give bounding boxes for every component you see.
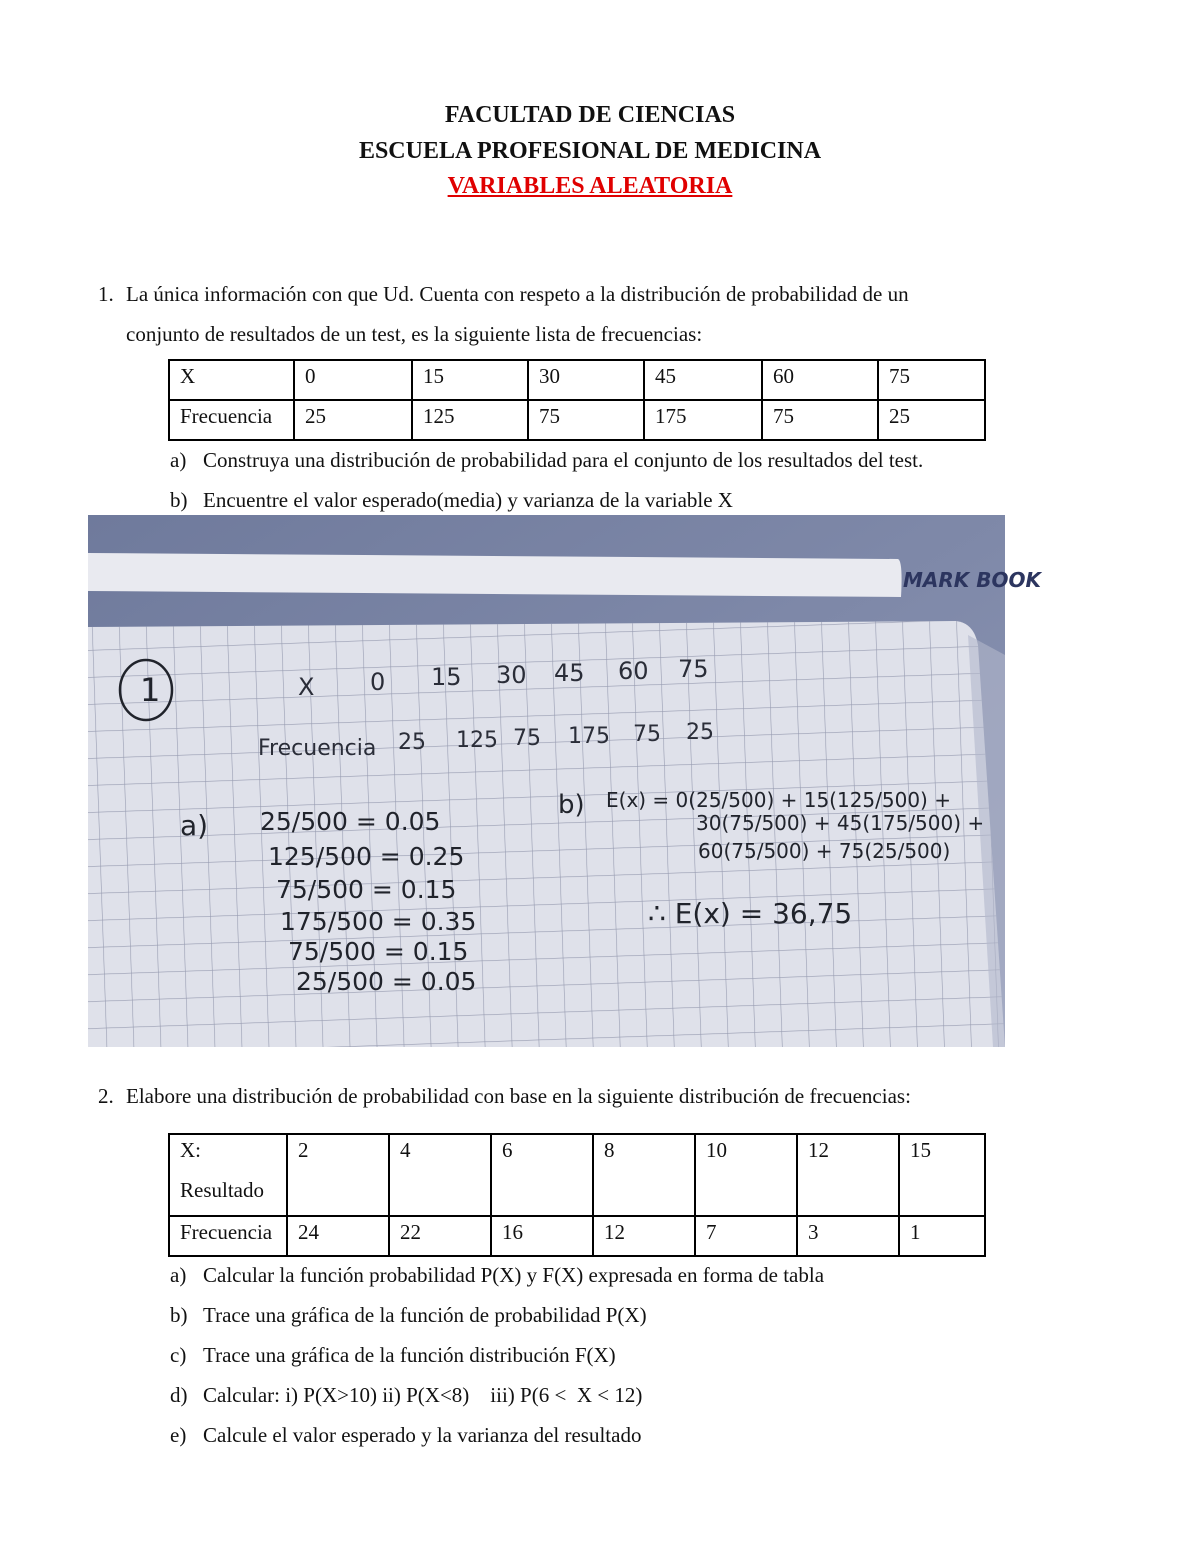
table-cell: 10	[695, 1134, 797, 1216]
table-cell: Frecuencia	[169, 1216, 287, 1256]
q1-number: 1.	[98, 282, 114, 306]
hw-a-label: a)	[180, 809, 209, 842]
table-cell: Frecuencia	[169, 400, 294, 440]
table-header-line: Resultado	[180, 1178, 264, 1202]
q1-a-label: a)	[170, 448, 187, 472]
q2-a-label: a)	[170, 1263, 187, 1287]
hw-cell: 125	[456, 728, 498, 753]
circled-number: 1	[140, 671, 161, 709]
hw-line: 75/500 = 0.15	[288, 937, 469, 966]
table-cell: 25	[294, 400, 412, 440]
table-cell: 125	[412, 400, 528, 440]
table-cell: 60	[762, 360, 878, 400]
table-cell: 25	[878, 400, 985, 440]
table-row	[169, 360, 985, 400]
table-cell: 15	[899, 1134, 985, 1216]
table-cell: 175	[644, 400, 762, 440]
q2-c-label: c)	[170, 1343, 187, 1367]
q2-text: Elabore una distribución de probabilidad con base en la siguiente distribución de frecuencias:	[126, 1084, 911, 1108]
school-title: ESCUELA PROFESIONAL DE MEDICINA	[358, 138, 822, 164]
q2-frequency-table	[168, 1133, 986, 1257]
table-cell: 1	[899, 1216, 985, 1256]
hw-b-label: b)	[558, 790, 585, 820]
hw-cell: 75	[678, 655, 709, 683]
hw-cell: 25	[686, 720, 714, 745]
q1-text-line1: La única información con que Ud. Cuenta con respeto a la distribución de probabilidad de un	[126, 282, 909, 306]
document-title: VARIABLES ALEATORIA	[447, 173, 733, 199]
q2-b-text: Trace una gráfica de la función de probabilidad P(X)	[203, 1303, 647, 1327]
hw-line: 175/500 = 0.35	[280, 907, 477, 936]
table-cell: 75	[878, 360, 985, 400]
table-cell: 16	[491, 1216, 593, 1256]
hw-cell: 30	[496, 661, 527, 689]
q2-e-label: e)	[170, 1423, 187, 1447]
table-cell: 7	[695, 1216, 797, 1256]
table-row	[169, 1216, 985, 1256]
table-cell: X	[169, 360, 294, 400]
q1-frequency-table	[168, 359, 986, 441]
brand-logo: MARK BOOK	[903, 568, 1041, 592]
table-row	[169, 400, 985, 440]
hw-line: 25/500 = 0.05	[296, 967, 477, 996]
hw-line: 25/500 = 0.05	[260, 807, 441, 836]
table-cell: 0	[294, 360, 412, 400]
hw-cell: 60	[618, 657, 649, 685]
q2-a-text: Calcular la función probabilidad P(X) y F(X) expresada en forma de tabla	[203, 1263, 825, 1287]
table-cell: 24	[287, 1216, 389, 1256]
q1-b-label: b)	[170, 488, 188, 512]
q2-e-text: Calcule el valor esperado y la varianza del resultado	[203, 1423, 642, 1447]
q2-b-label: b)	[170, 1303, 188, 1327]
hw-line: 125/500 = 0.25	[268, 842, 465, 871]
table-cell: 15	[412, 360, 528, 400]
table-cell: 75	[528, 400, 644, 440]
q1-text-line2: conjunto de resultados de un test, es la siguiente lista de frecuencias:	[126, 322, 703, 346]
hw-line: E(x) = 0(25/500) + 15(125/500) +	[606, 788, 951, 812]
hw-cell: 75	[513, 726, 541, 751]
hw-cell: X	[298, 673, 315, 701]
handwritten-solution-photo	[88, 515, 1041, 1047]
q2-number: 2.	[98, 1084, 114, 1108]
table-cell: 22	[389, 1216, 491, 1256]
table-cell: 45	[644, 360, 762, 400]
hw-line: 75/500 = 0.15	[276, 875, 457, 904]
hw-cell: 15	[431, 663, 462, 691]
hw-result: ∴ E(x) = 36,75	[648, 897, 853, 930]
table-cell: 30	[528, 360, 644, 400]
hw-cell: 25	[398, 730, 426, 755]
hw-cell: 45	[554, 659, 585, 687]
hw-line: 30(75/500) + 45(175/500) +	[696, 811, 985, 835]
q1-a-text: Construya una distribución de probabilidad para el conjunto de los resultados del test.	[203, 448, 924, 472]
hw-cell: Frecuencia	[258, 736, 377, 761]
table-cell: 8	[593, 1134, 695, 1216]
table-cell: 4	[389, 1134, 491, 1216]
hw-line: 60(75/500) + 75(25/500)	[698, 839, 951, 863]
table-header-line: X:	[180, 1138, 201, 1162]
q2-d-text: Calcular: i) P(X>10) ii) P(X<8) iii) P(6 < X < 12)	[203, 1383, 643, 1407]
notebook-photo-drawing	[88, 515, 1041, 1047]
table-header-cell	[169, 1134, 287, 1216]
faculty-title: FACULTAD DE CIENCIAS	[444, 102, 736, 128]
hw-cell: 175	[568, 724, 610, 749]
q2-c-text: Trace una gráfica de la función distribución F(X)	[203, 1343, 616, 1367]
table-cell: 2	[287, 1134, 389, 1216]
table-row	[169, 1134, 985, 1216]
table-cell: 6	[491, 1134, 593, 1216]
table-cell: 12	[797, 1134, 899, 1216]
hw-cell: 0	[370, 668, 386, 696]
q2-d-label: d)	[170, 1383, 188, 1407]
hw-cell: 75	[633, 722, 661, 747]
table-cell: 3	[797, 1216, 899, 1256]
table-cell: 12	[593, 1216, 695, 1256]
q1-b-text: Encuentre el valor esperado(media) y varianza de la variable X	[203, 488, 733, 512]
table-cell: 75	[762, 400, 878, 440]
